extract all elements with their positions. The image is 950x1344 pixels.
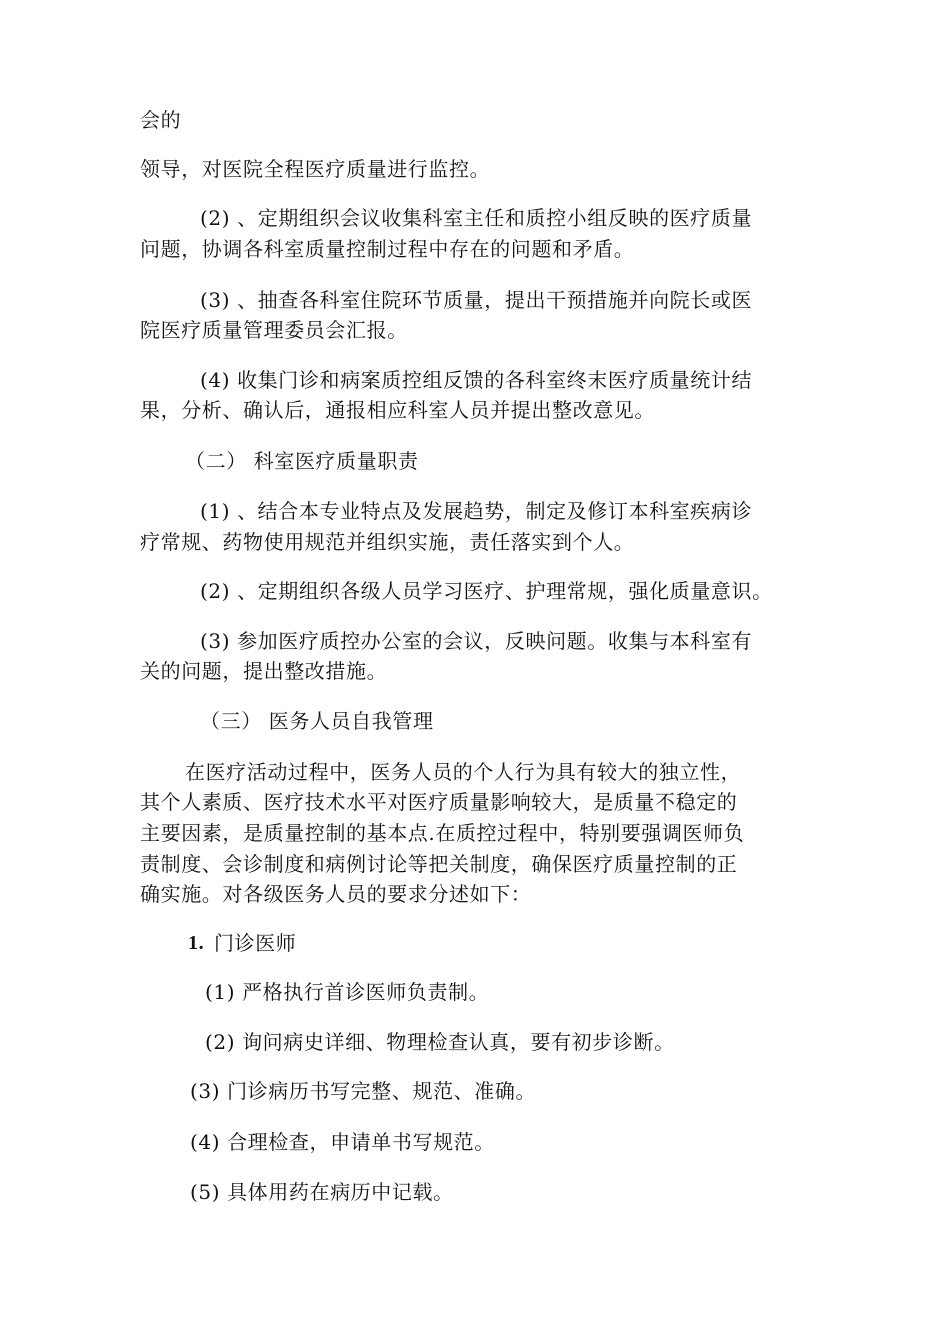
section-heading: （二） 科室医疗质量职责 (185, 449, 419, 473)
text-line: 果，分析、确认后，通报相应科室人员并提出整改意见。 (140, 398, 655, 422)
text-line: (3) 参加医疗质控办公室的会议，反映问题。收集与本科室有 (200, 629, 753, 653)
text-line: (1) 、结合本专业特点及发展趋势，制定及修订本科室疾病诊 (200, 499, 753, 523)
text-line: 领导，对医院全程医疗质量进行监控。 (140, 157, 491, 181)
text-line: 责制度、会诊制度和病例讨论等把关制度，确保医疗质量控制的正 (140, 852, 738, 876)
text-line: (3) 、抽查各科室住院环节质量，提出干预措施并向院长或医 (200, 288, 753, 312)
list-item: (2) 询问病史详细、物理检查认真，要有初步诊断。 (205, 1030, 675, 1054)
list-item: (1) 严格执行首诊医师负责制。 (205, 980, 490, 1004)
text-line: 在医疗活动过程中，医务人员的个人行为具有较大的独立性， (185, 760, 742, 784)
text-line: 会的 (140, 108, 182, 132)
text-line: 疗常规、药物使用规范并组织实施，责任落实到个人。 (140, 530, 635, 554)
text-line: 确实施。对各级医务人员的要求分述如下： (140, 882, 532, 906)
text-line: 院医疗质量管理委员会汇报。 (140, 318, 408, 342)
section-heading: （三） 医务人员自我管理 (200, 709, 434, 733)
text-line: (2) 、定期组织会议收集科室主任和质控小组反映的医疗质量 (200, 206, 753, 230)
subsection-heading: 门诊医师 (214, 931, 297, 955)
text-line: (2) 、定期组织各级人员学习医疗、护理常规，强化质量意识。 (200, 579, 773, 603)
text-line: (4) 收集门诊和病案质控组反馈的各科室终末医疗质量统计结 (200, 368, 753, 392)
text-line: 主要因素，是质量控制的基本点.在质控过程中，特别要强调医师负 (140, 821, 745, 845)
text-line: 其个人素质、医疗技术水平对医疗质量影响较大，是质量不稳定的 (140, 790, 738, 814)
list-number: 1. (188, 932, 205, 954)
text-line: 问题，协调各科室质量控制过程中存在的问题和矛盾。 (140, 237, 635, 261)
list-item: (3) 门诊病历书写完整、规范、准确。 (190, 1079, 537, 1103)
list-item: (4) 合理检查，申请单书写规范。 (190, 1130, 495, 1154)
text-line: 关的问题，提出整改措施。 (140, 659, 388, 683)
list-item: (5) 具体用药在病历中记载。 (190, 1180, 454, 1204)
